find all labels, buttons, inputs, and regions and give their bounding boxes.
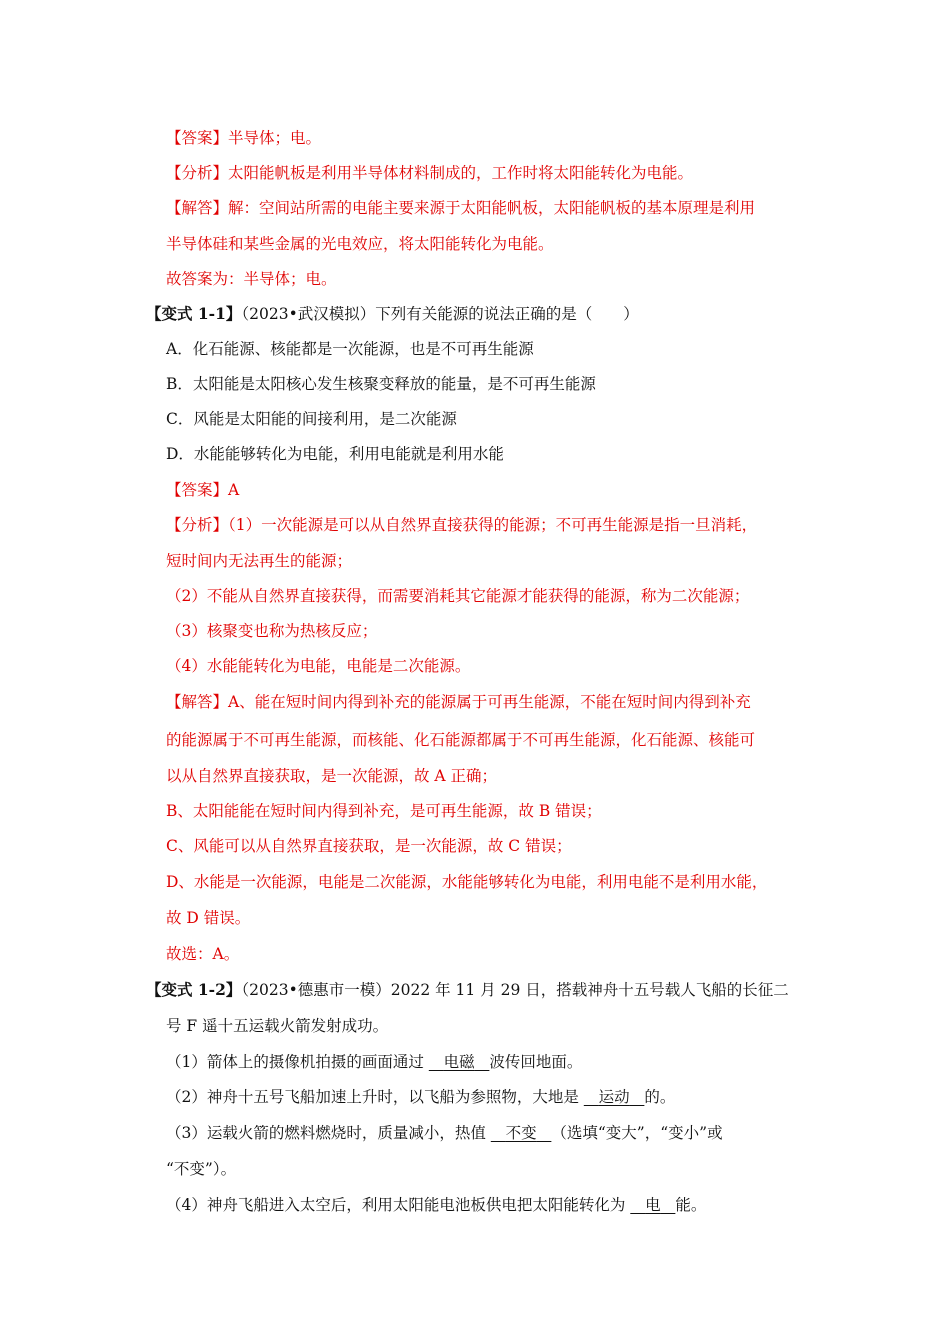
solution-line: 【解答】解：空间站所需的电能主要来源于太阳能帆板，太阳能帆板的基本原理是利用	[166, 199, 756, 217]
analysis-line: 【分析】（1）一次能源是可以从自然界直接获得的能源；不可再生能源是指一旦消耗，	[166, 516, 758, 534]
solution-line: B、太阳能能在短时间内得到补充，是可再生能源，故 B 错误；	[166, 802, 602, 820]
question-tag: 【变式 1-2】	[146, 980, 242, 999]
fill-blank-answer: 电	[645, 1196, 661, 1214]
sub-question-text: 的。	[644, 1088, 676, 1106]
analysis-line: （4）水能能转化为电能，电能是二次能源。	[166, 657, 471, 675]
solution-line: 的能源属于不可再生能源，而核能、化石能源都属于不可再生能源，化石能源、核能可	[166, 731, 756, 749]
sub-question-text: 波传回地面。	[489, 1053, 583, 1071]
sub-question-2	[166, 1086, 675, 1108]
analysis-line: （3）核聚变也称为热核反应；	[166, 622, 378, 640]
sub-question-1	[166, 1051, 582, 1073]
sub-question-text: 能。	[675, 1196, 707, 1214]
fill-blank-answer: 不变	[505, 1124, 537, 1142]
analysis-line: （2）不能从自然界直接获得，而需要消耗其它能源才能获得的能源，称为二次能源；	[166, 587, 750, 605]
analysis-line: 短时间内无法再生的能源；	[166, 552, 353, 570]
question-stem: 号 F 遥十五运载火箭发射成功。	[166, 1017, 389, 1035]
sub-question-3-cont: “不变”）。	[166, 1160, 237, 1178]
option-a: A．化石能源、核能都是一次能源，也是不可再生能源	[166, 340, 534, 358]
sub-question-3	[166, 1122, 723, 1144]
solution-line: 故 D 错误。	[166, 909, 251, 927]
sub-question-4	[166, 1194, 706, 1216]
analysis-line: 【分析】太阳能帆板是利用半导体材料制成的，工作时将太阳能转化为电能。	[166, 164, 694, 182]
option-c: C．风能是太阳能的间接利用，是二次能源	[166, 410, 457, 428]
sub-question-text: （3）运载火箭的燃料燃烧时，质量减小，热值	[166, 1124, 491, 1142]
question-header	[146, 979, 789, 1001]
solution-line: 【解答】A、能在短时间内得到补充的能源属于可再生能源，不能在短时间内得到补充	[166, 693, 751, 711]
question-header	[146, 303, 639, 325]
answer-line: 【答案】A	[166, 481, 240, 499]
solution-line: 以从自然界直接获取，是一次能源，故 A 正确；	[166, 767, 498, 785]
solution-line: D、水能是一次能源，电能是二次能源，水能能够转化为电能，利用电能不是利用水能，	[166, 873, 768, 891]
sub-question-text: （2）神舟十五号飞船加速上升时，以飞船为参照物，大地是	[166, 1088, 584, 1106]
fill-blank-answer: 电磁	[443, 1053, 475, 1071]
answer-line: 【答案】半导体；电。	[166, 129, 322, 147]
solution-line: 半导体硅和某些金属的光电效应，将太阳能转化为电能。	[166, 235, 554, 253]
question-tag: 【变式 1-1】	[146, 304, 242, 323]
option-b: B．太阳能是太阳核心发生核聚变释放的能量，是不可再生能源	[166, 375, 596, 393]
question-stem: （2023•武汉模拟）下列有关能源的说法正确的是（ ）	[241, 305, 639, 323]
conclusion-line: 故选：A。	[166, 945, 240, 963]
solution-line: C、风能可以从自然界直接获取，是一次能源，故 C 错误；	[166, 837, 572, 855]
fill-blank-answer: 运动	[598, 1088, 630, 1106]
conclusion-line: 故答案为：半导体；电。	[166, 270, 337, 288]
sub-question-text: （选填“变大”，“变小”或	[551, 1124, 723, 1142]
sub-question-text: （4）神舟飞船进入太空后，利用太阳能电池板供电把太阳能转化为	[166, 1196, 631, 1214]
sub-question-text: （1）箭体上的摄像机拍摄的画面通过	[166, 1053, 429, 1071]
question-stem: （2023•德惠市一模）2022 年 11 月 29 日，搭载神舟十五号载人飞船的长征二	[241, 981, 789, 999]
option-d: D．水能能够转化为电能，利用电能就是利用水能	[166, 445, 504, 463]
